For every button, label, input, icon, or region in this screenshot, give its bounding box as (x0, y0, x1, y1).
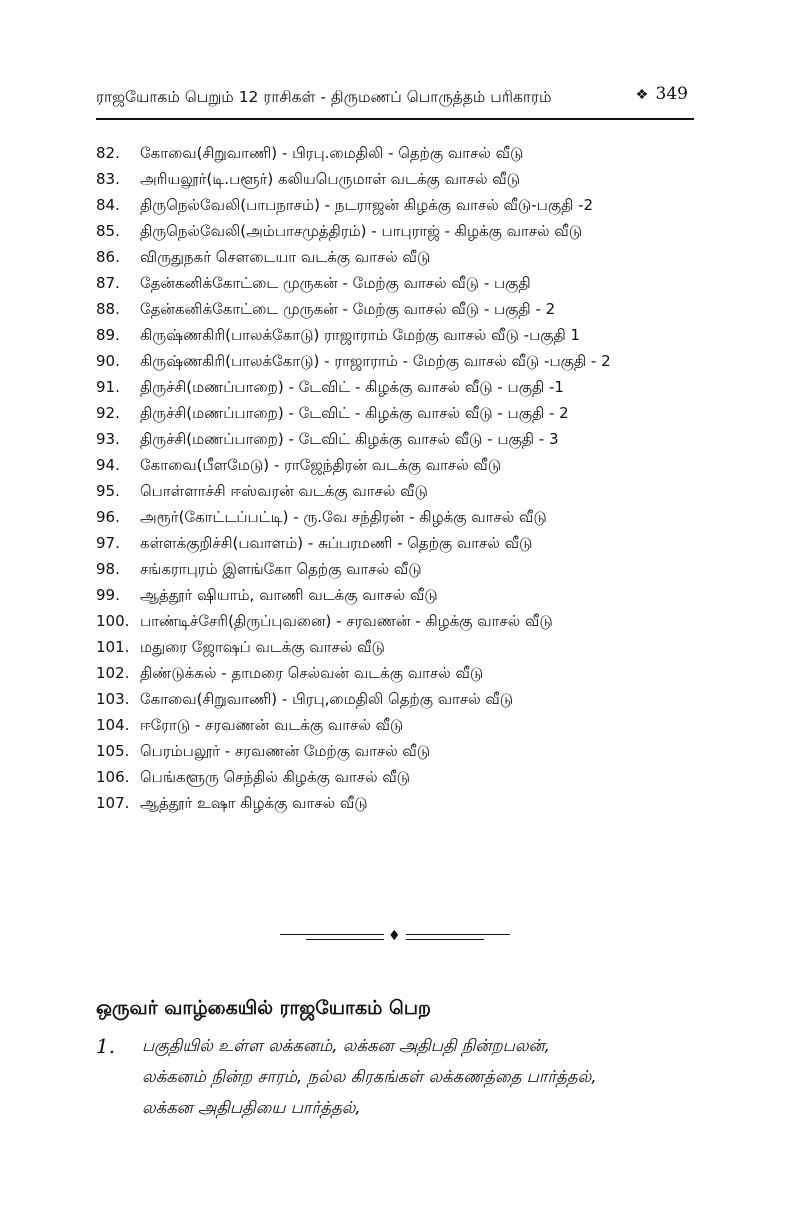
divider-diamond-icon: ♦ (388, 928, 401, 944)
list-item-number: 82. (96, 144, 120, 162)
running-header (96, 84, 692, 112)
list-item (96, 244, 716, 270)
page-number: 349 (655, 84, 688, 104)
list-item (96, 218, 716, 244)
list-item-text: பொள்ளாச்சி ஈஸ்வரன் வடக்கு வாசல் வீடு (140, 482, 428, 500)
list-item-text: திருச்சி(மணப்பாறை) - டேவிட் கிழக்கு வாசல் வீடு - பகுதி - 3 (140, 430, 559, 448)
list-item (96, 478, 716, 504)
list-item (96, 764, 716, 790)
list-item (96, 322, 716, 348)
list-item (96, 738, 716, 764)
list-item-number: 89. (96, 326, 120, 344)
list-item-text: பாண்டிச்சேரி(திருப்புவனை) - சரவணன் - கிழக்கு வாசல் வீடு (140, 612, 553, 630)
list-item (96, 296, 716, 322)
point-line: பகுதியில் உள்ள லக்கனம், லக்கன அதிபதி நின்றபலன், (142, 1036, 550, 1055)
list-item-number: 107. (96, 794, 130, 812)
list-item-number: 94. (96, 456, 120, 474)
list-item (96, 608, 716, 634)
list-item (96, 140, 716, 166)
point-text (142, 1030, 694, 1123)
list-item-text: கோவை(சிறுவாணி) - பிரபு,மைதிலி தெற்கு வாசல் வீடு (140, 690, 514, 708)
list-item-text: பெரம்பலூர் - சரவணன் மேற்கு வாசல் வீடு (140, 742, 431, 760)
list-item-number: 86. (96, 248, 120, 266)
list-item (96, 660, 716, 686)
header-rule (96, 118, 694, 120)
list-item-text: தேன்கனிக்கோட்டை முருகன் - மேற்கு வாசல் வீடு - பகுதி (140, 274, 531, 292)
list-item-text: தேன்கனிக்கோட்டை முருகன் - மேற்கு வாசல் வீடு - பகுதி - 2 (140, 300, 556, 318)
house-entry-list (96, 140, 716, 816)
list-item-number: 106. (96, 768, 130, 786)
divider-line-left-inner (306, 939, 384, 940)
list-item (96, 712, 716, 738)
point-line: லக்கனம் நின்ற சாரம், நல்ல கிரகங்கள் லக்கணத்தை பார்த்தல், (142, 1067, 597, 1086)
list-item-text: திருநெல்வேலி(பாபநாசம்) - நடராஜன் கிழக்கு வாசல் வீடு-பகுதி -2 (140, 196, 594, 214)
divider-line-right-inner (406, 939, 484, 940)
point-line: லக்கன அதிபதியை பார்த்தல், (142, 1098, 361, 1117)
list-item-number: 85. (96, 222, 120, 240)
list-item-text: பெங்களூரு செந்தில் கிழக்கு வாசல் வீடு (140, 768, 411, 786)
list-item-number: 105. (96, 742, 130, 760)
divider-line-left (280, 934, 384, 935)
list-item-number: 88. (96, 300, 120, 318)
list-item (96, 582, 716, 608)
list-item (96, 348, 716, 374)
list-item (96, 270, 716, 296)
list-item-number: 103. (96, 690, 130, 708)
list-item (96, 790, 716, 816)
list-item-text: கிருஷ்ணகிரி(பாலக்கோடு) ராஜாராம் மேற்கு வாசல் வீடு -பகுதி 1 (140, 326, 581, 344)
list-item-number: 101. (96, 638, 130, 656)
list-item-number: 102. (96, 664, 130, 682)
list-item-text: திருச்சி(மணப்பாறை) - டேவிட் - கிழக்கு வாசல் வீடு - பகுதி -1 (140, 378, 564, 396)
list-item-number: 91. (96, 378, 120, 396)
list-item-text: கள்ளக்குறிச்சி(பவாளம்) - சுப்பரமணி - தெற்கு வாசல் வீடு (140, 534, 533, 552)
divider-line-right (406, 934, 510, 935)
list-item (96, 166, 716, 192)
list-item-number: 98. (96, 560, 120, 578)
list-item-text: திருச்சி(மணப்பாறை) - டேவிட் - கிழக்கு வாசல் வீடு - பகுதி - 2 (140, 404, 569, 422)
header-title: ராஜயோகம் பெறும் 12 ராசிகள் - திருமணப் பொருத்தம் பரிகாரம் (96, 88, 552, 106)
list-item-number: 95. (96, 482, 120, 500)
list-item (96, 452, 716, 478)
header-page-number-group (636, 84, 688, 104)
list-item-text: திருநெல்வேலி(அம்பாசமுத்திரம்) - பாபுராஜ் - கிழக்கு வாசல் வீடு (140, 222, 583, 240)
list-item (96, 426, 716, 452)
list-item-number: 99. (96, 586, 120, 604)
list-item-number: 84. (96, 196, 120, 214)
list-item-number: 83. (96, 170, 120, 188)
list-item (96, 192, 716, 218)
list-item-number: 93. (96, 430, 120, 448)
list-item-number: 90. (96, 352, 120, 370)
list-item-text: கோவை(சிறுவாணி) - பிரபு.மைதிலி - தெற்கு வாசல் வீடு (140, 144, 524, 162)
list-item-number: 104. (96, 716, 130, 734)
list-item-number: 87. (96, 274, 120, 292)
list-item-number: 96. (96, 508, 120, 526)
list-item-text: ஈரோடு - சரவணன் வடக்கு வாசல் வீடு (140, 716, 404, 734)
list-item-text: மதுரை ஜோஷப் வடக்கு வாசல் வீடு (140, 638, 385, 656)
list-item (96, 556, 716, 582)
list-item-text: கிருஷ்ணகிரி(பாலக்கோடு) - ராஜாராம் - மேற்கு வாசல் வீடு -பகுதி - 2 (140, 352, 611, 370)
diamond-ornament-icon: ❖ (635, 87, 649, 103)
list-item-text: அரியலூர்(டி.பளூர்) கலியபெருமாள் வடக்கு வாசல் வீடு (140, 170, 521, 188)
list-item-text: அரூர்(கோட்டப்பட்டி) - ரு.வே சந்திரன் - கிழக்கு வாசல் வீடு (140, 508, 547, 526)
list-item-text: ஆத்தூர் ஷியாம், வாணி வடக்கு வாசல் வீடு (140, 586, 438, 604)
list-item-number: 100. (96, 612, 130, 630)
list-item-text: விருதுநகர் சௌடையா வடக்கு வாசல் வீடு (140, 248, 431, 266)
list-item (96, 530, 716, 556)
list-item (96, 504, 716, 530)
section-heading: ஒருவர் வாழ்கையில் ராஜயோகம் பெற (96, 997, 431, 1019)
list-item-number: 92. (96, 404, 120, 422)
list-item-number: 97. (96, 534, 120, 552)
section-divider (280, 925, 510, 949)
list-item-text: ஆத்தூர் உஷா கிழக்கு வாசல் வீடு (140, 794, 368, 812)
list-item (96, 686, 716, 712)
list-item-text: சங்கராபுரம் இளங்கோ தெற்கு வாசல் வீடு (140, 560, 422, 578)
list-item-text: கோவை(பீளமேடு) - ராஜேந்திரன் வடக்கு வாசல் வீடு (140, 456, 502, 474)
point-number: 1. (96, 1034, 116, 1058)
list-item (96, 634, 716, 660)
list-item (96, 400, 716, 426)
list-item-text: திண்டுக்கல் - தாமரை செல்வன் வடக்கு வாசல் வீடு (140, 664, 484, 682)
list-item (96, 374, 716, 400)
